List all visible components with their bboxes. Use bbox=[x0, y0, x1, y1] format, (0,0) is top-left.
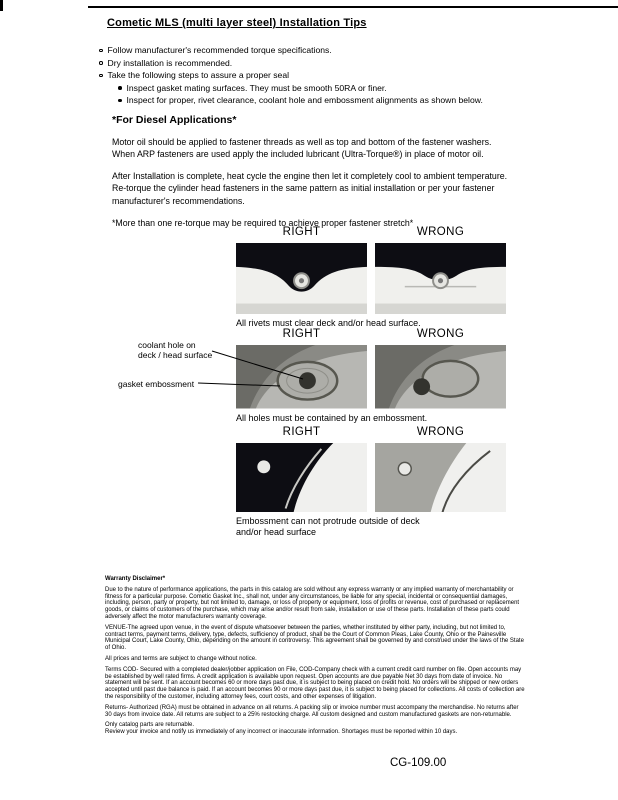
figure-coolant-holes bbox=[236, 328, 506, 424]
diesel-paragraph-1: Motor oil should be applied to fastener threads as well as top and bottom of the fastener washers. When ARP fasteners are used apply the included lubricant (Ultra-Torque®) in place of motor oil. bbox=[112, 136, 492, 160]
figure-right-column bbox=[236, 226, 367, 314]
figure-wrong-column bbox=[375, 328, 506, 409]
returns-paragraph: Returns- Authorized (RGA) must be obtained in advance on all returns. A packing slip or invoice number must accompany the merchandise. No returns after 30 days from invoice date. All returns are subject to a 25% restocking charge. All custom designed and custom manufactured gaskets are non-returnable. bbox=[105, 704, 519, 718]
warranty-heading: Warranty Disclaimer* bbox=[105, 576, 166, 582]
rivet-wrong-image bbox=[375, 243, 506, 314]
bullet-icon bbox=[118, 86, 122, 90]
sub-list bbox=[118, 82, 529, 107]
wrong-label: WRONG bbox=[416, 226, 465, 238]
warranty-disclaimer-section bbox=[105, 576, 525, 736]
annotation-line: coolant hole on bbox=[138, 340, 196, 350]
figure-right-column bbox=[236, 426, 367, 512]
page-title: Cometic MLS (multi layer steel) Installation Tips bbox=[107, 17, 367, 29]
page-border-left bbox=[0, 0, 3, 11]
retorque-note: *More than one re-torque may be required to achieve proper fastener stretch* bbox=[112, 217, 414, 228]
bullet-icon bbox=[99, 74, 103, 78]
bullet-icon bbox=[99, 49, 103, 53]
list-item-text: Follow manufacturer's recommended torque specifications. bbox=[107, 45, 332, 55]
diesel-heading: *For Diesel Applications* bbox=[112, 114, 237, 126]
venue-paragraph: VENUE-The agreed upon venue, in the event of dispute whatsoever between the parties, whether instituted by either party, including, but not limited to, contract terms, payment terms, delivery, type, defects, sufficiency of product, shall be the Court of Common Pleas, Lake County, Ohio or the Painesville Municipal Court, Lake County, Ohio, depending on the amount in controversy. This agreement shall be governed by and construed under the laws of the State of Ohio. bbox=[105, 624, 524, 652]
right-label: RIGHT bbox=[282, 226, 321, 238]
list-item-text: Dry installation is recommended. bbox=[107, 57, 233, 68]
coolant-wrong-image bbox=[375, 345, 506, 409]
coolant-hole-annotation bbox=[138, 340, 212, 360]
embossment-wrong-image bbox=[375, 443, 506, 512]
embossment-right-image bbox=[236, 443, 367, 512]
wrong-label: WRONG bbox=[416, 426, 465, 438]
list-item-text: Inspect for proper, rivet clearance, coolant hole and embossment alignments as shown below. bbox=[126, 95, 483, 105]
figure-rivet-clearance bbox=[236, 226, 506, 329]
bullet-icon bbox=[118, 99, 122, 103]
list-item bbox=[118, 82, 529, 95]
prices-paragraph: All prices and terms are subject to change without notice. bbox=[105, 655, 257, 662]
list-item bbox=[99, 44, 529, 57]
coolant-right-image bbox=[236, 345, 367, 409]
figure-wrong-column bbox=[375, 426, 506, 512]
list-item bbox=[99, 57, 529, 70]
figure-caption: All rivets must clear deck and/or head surface. bbox=[236, 318, 421, 329]
wrong-label: WRONG bbox=[416, 328, 465, 340]
diesel-paragraph-2: After Installation is complete, heat cycle the engine then let it completely cool to ambient temperature. Re-torque the cylinder head fasteners in the same pattern as initial installation or per your fastener manufacturer's recommendations. bbox=[112, 170, 508, 206]
right-label: RIGHT bbox=[282, 328, 321, 340]
page-border-top bbox=[88, 6, 618, 8]
figure-right-column bbox=[236, 328, 367, 409]
page-number: CG-109.00 bbox=[390, 757, 447, 769]
figure-embossment-protrusion bbox=[236, 426, 506, 538]
annotation-line: deck / head surface bbox=[138, 350, 213, 360]
installation-tips-list bbox=[99, 44, 529, 107]
diesel-applications-section bbox=[112, 114, 516, 238]
bullet-icon bbox=[99, 61, 103, 65]
list-item-text: Inspect gasket mating surfaces. They must be smooth 50RA or finer. bbox=[126, 82, 387, 93]
terms-paragraph: Terms COD- Secured with a completed dealer/jobber application on File, COD-Company check with a current credit card number on file. Open accounts may be established by well rated firms. A credit application is available upon request. Open accounts are due payable Net 30 days from date of invoice. No statement will be sent. If an account becomes 60 or more days past due, it is subject to being placed on credit hold. No orders will be shipped or new orders accepted until past due balance is paid. If an account becomes 90 or more days past due, it is subject to being placed for collections. All costs of collection are the responsibility of the customer, including attorney fees, court costs, and other expenses of litigation. bbox=[105, 666, 525, 700]
figure-caption: All holes must be contained by an embossment. bbox=[236, 412, 428, 423]
right-label: RIGHT bbox=[282, 426, 321, 438]
list-item-text: Take the following steps to assure a proper seal bbox=[107, 70, 290, 80]
review-invoice-line: Review your invoice and notify us immediately of any incorrect or inaccurate information. Shortages must be reported within 10 days. bbox=[105, 729, 458, 736]
rivet-right-image bbox=[236, 243, 367, 314]
catalog-parts-line: Only catalog parts are returnable. bbox=[105, 722, 195, 729]
warranty-paragraph: Due to the nature of performance applications, the parts in this catalog are sold without any express warranty or any implied warranty of merchantability or fitness for a particular purpose. Cometic Gasket Inc., shall not, under any circumstances, be liable for any special, incidental or consequential damages, including, person, party or property, but not limited to, damage, or loss of property or equipment, loss of profits or revenue, cost of purchased or replacement goods, or claims of customers of the purchase, which may arise and/or result from sale, installation or use of these parts. Installation of these parts could adversely affect the motor manufacturers warranty coverage. bbox=[105, 586, 520, 620]
gasket-embossment-annotation: gasket embossment bbox=[118, 379, 195, 389]
list-item bbox=[99, 69, 529, 107]
figure-wrong-column bbox=[375, 226, 506, 314]
list-item bbox=[118, 94, 529, 107]
figure-caption: Embossment can not protrude outside of deck and/or head surface bbox=[236, 516, 420, 538]
